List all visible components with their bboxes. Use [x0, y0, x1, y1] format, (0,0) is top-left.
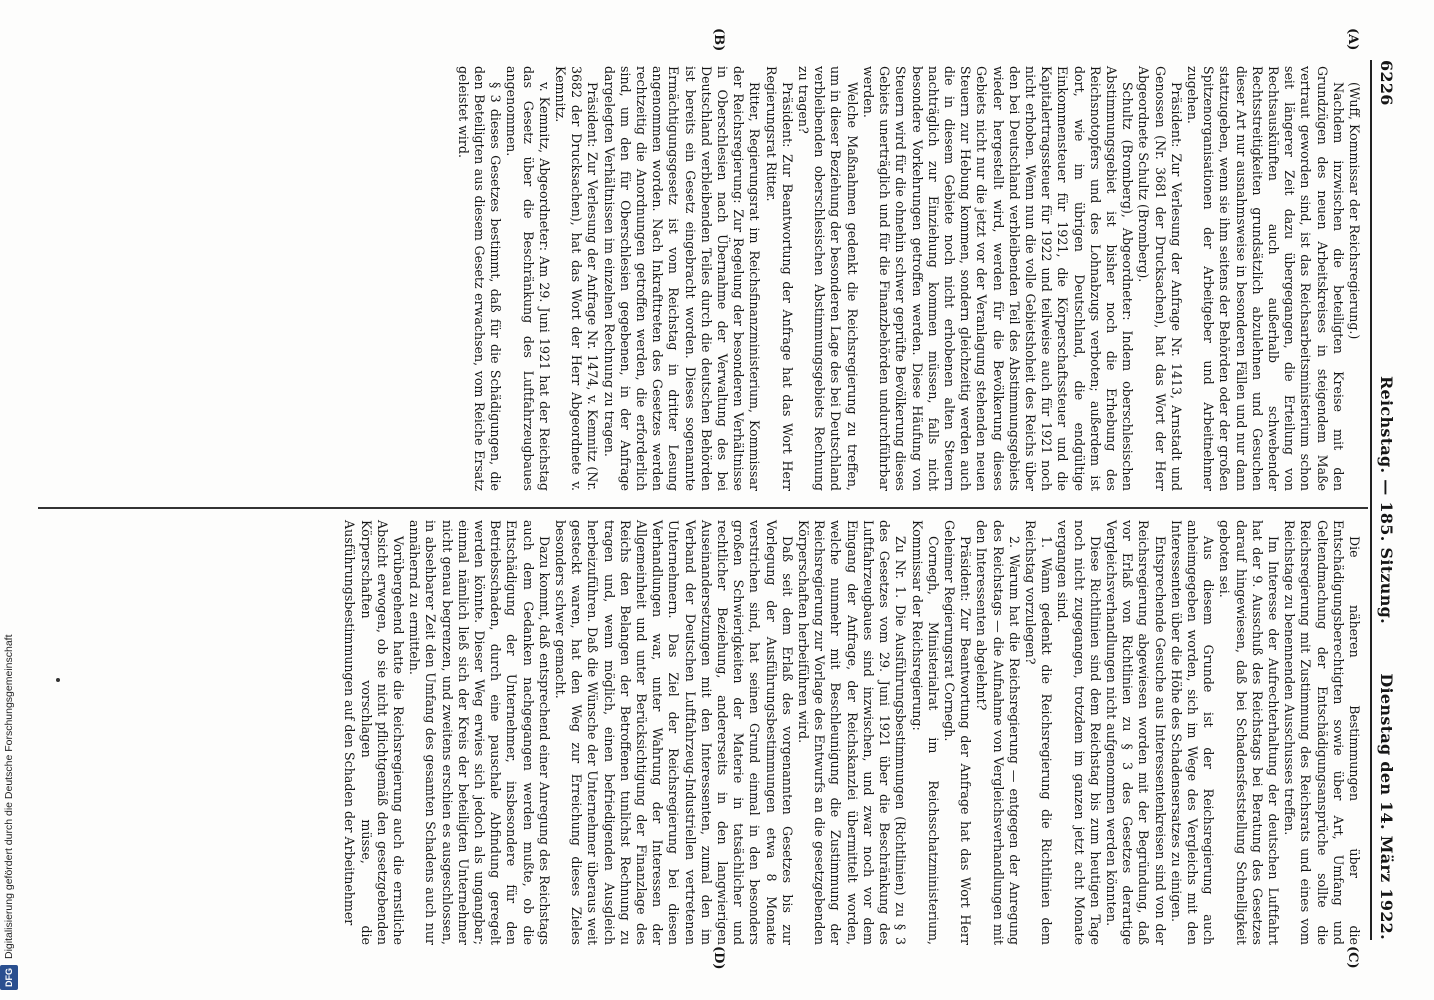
margin-mark-d: (D) [711, 946, 726, 970]
paragraph: Cornegh, Ministerialrat im Reichsschatzministerium, Kommissar der Reichsregierung: [909, 520, 941, 945]
digitization-credit [0, 0, 18, 1000]
paragraph: Präsident: Zur Beantwortung der Anfrage hat das Wort Herr Regierungsrat Ritter. [763, 66, 795, 491]
paragraph: Schultz (Bromberg), Abgeordneter: Indem oberschlesischen Abstimmungsgebiet ist bisher noch die Erhebung des Reichsnotopfers und des Lohnabzugs verboten; außerdem ist dort, wie im übrigen Deutschland, die endgültige Einkommensteuer für 1921, die Körperschaftssteuer und die Kapitalertragssteuer für 1922 und teilweise auch für 1921 noch nicht erhoben. Wenn nun die volle Gebietshoheit des Reichs über den bei Deutschland verbleibenden Teil des Abstimmungsgebiets wieder hergestellt wird, werden für die Bevölkerung dieses Gebiets nicht nur die jetzt vor der Veranlagung stehenden neuen Steuern zur Hebung kommen, sondern gleichzeitig werden auch die in diesem Gebiete noch nicht erhobenen alten Steuern nachträglich zur Einziehung kommen müssen, falls nicht besondere Vorkehrungen getroffen werden. Diese Häufung von Steuern wird für die ohnehin schwer geprüfte Bevölkerung dieses Gebiets unerträglich und für die Finanzbehörden undurchführbar werden. [860, 66, 1136, 491]
session-date: Dienstag den 14. März 1922. [1377, 673, 1396, 940]
column-divider [38, 507, 1368, 509]
paragraph: Daß seit dem Erlaß des vorgenannten Gesetzes bis zur Vorlegung der Ausführungsbestimmungen etwa 8 Monate verstrichen sind, hat seinen Grund einmal in den besonders großen Schwierigkeiten der Materie in tatsächlicher und rechtlicher Beziehung, andererseits in den langwierigen Auseinandersetzungen mit den Interessenten, zumal den im Verband der Deutschen Luftfahrzeug-Industriellen vertretenen Unternehmern. Das Ziel der Reichsregierung bei diesen Verhandlungen war, unter Wahrung der Interessen der Allgemeinheit und unter Berücksichtigung der Finanzlage des Reichs den Belangen der Betroffenen tunlichst Rechnung zu tragen und, wenn möglich, einen befriedigenden Ausgleich herbeizuführen. Daß die Wünsche der Unternehmer überaus weit gesteckt waren, hat den Weg zur Erreichung dieses Zieles besonders schwer gemacht. [553, 520, 795, 945]
paragraph: Präsident: Zur Verlesung der Anfrage Nr. 1474, v. Kemnitz (Nr. 3682 der Drucksachen), hat das Wort der Herr Abgeordnete v. Kemnitz. [553, 66, 601, 491]
page-header [1374, 60, 1396, 940]
paragraph: Zu Nr. 1. Die Ausführungsbestimmungen (Richtlinien) zu § 3 des Gesetzes vom 29. Juni 1921 über die Beschränkung des Luftfahrzeugbaues sind inzwischen, und zwar noch vor dem Eingang der Anfrage, der Reichskanzlei übermittelt worden, welche nunmehr mit Beschleunigung die Zustimmung der Reichsregierung zur Vorlage des Entwurfs an die gesetzgebenden Körperschaften herbeiführen wird. [796, 520, 909, 945]
right-column [341, 520, 1362, 945]
paragraph: Aus diesem Grunde ist der Reichsregierung auch anheimgegeben worden, sich im Wege des Vergleichs mit den Interessenten über die Höhe des Schadensersatzes zu einigen. [1168, 520, 1217, 945]
session-title: Reichstag. — 185. Sitzung. [1377, 375, 1396, 625]
paragraph: Diese Richtlinien sind dem Reichstag bis zum heutigen Tage noch nicht zugegangen, trotzdem im ganzen jetzt acht Monate vergangen sind. [1055, 520, 1103, 945]
paragraph: Die näheren Bestimmungen über die Entschädigungsberechtigten sowie über Art, Umfang und Geltendmachung der Entschädigungsansprüche sollte die Reichsregierung mit Zustimmung des Reichsrats und eines vom Reichstage zu benennenden Ausschusses treffen. [1282, 520, 1362, 945]
margin-mark-c: (C) [1345, 946, 1360, 969]
paragraph: v. Kemnitz, Abgeordneter: Am 29. Juni 1921 hat der Reichstag das Gesetz über die Beschränkung des Luftfahrzeugbaues angenommen. [504, 66, 552, 491]
dfg-logo: DFG [0, 965, 18, 990]
paragraph: 2. Warum hat die Reichsregierung — entgegen der Anregung des Reichstags — die Aufnahme von Vergleichsverhandlungen mit den Interessenten abgelehnt? [974, 520, 1022, 945]
margin-mark-b: (B) [711, 28, 726, 52]
paragraph: Entsprechende Gesuche aus Interessentenkreisen sind von der Reichsregierung abgewiesen worden mit der Begründung, daß vor Erlaß von Richtlinien zu § 3 des Gesetzes derartige Vergleichsverhandlungen nicht aufgenommen werden könnten. [1103, 520, 1168, 945]
speck [56, 678, 60, 682]
paragraph: § 3 dieses Gesetzes bestimmt, daß für die Schädigungen, die den Beteiligten aus diesem Gesetz erwachsen, vom Reiche Ersatz geleistet wird. [455, 66, 504, 491]
paragraph: Vorübergehend hatte die Reichsregierung auch die ernstliche Absicht erwogen, ob sie nicht pflichtgemäß den gesetzgebenden Körperschaften vorschlagen müsse, die Ausführungsbestimmungen auf den Schaden der Arbeitnehmer [342, 520, 407, 945]
credit-text: Digitalisierung gefördert durch die Deutsche Forschungsgemeinschaft [3, 634, 15, 959]
paragraph: Präsident: Zur Beantwortung der Anfrage hat das Wort Herr Geheimer Regierungsrat Cornegh. [941, 520, 974, 945]
paragraph: (Wuff, Kommissar der Reichsregierung.) [1347, 82, 1362, 340]
paragraph: 1. Wann gedenkt die Reichsregierung die Richtlinien dem Reichstag vorzulegen? [1022, 520, 1055, 945]
paragraph: Präsident: Zur Verlesung der Anfrage Nr. 1413, Arnstadt und Genossen (Nr. 3681 der Drucksachen), hat das Wort der Herr Abgeordnete Schultz (Bromberg). [1136, 66, 1184, 491]
page-number: 6226 [1377, 60, 1396, 106]
paragraph: Ritter, Regierungsrat im Reichsfinanzministerium, Kommissar der Reichsregierung: Zur Regelung der besonderen Verhältnisse in Oberschlesien nach Übernahme der Verwaltung des bei Deutschland verbleibenden Teiles durch die deutschen Behörden ist bereits ein Gesetz eingebracht worden. Dieses sogenannte Ermächtigungsgesetz ist vom Reichstag in dritter Lesung angenommen worden. Nach Inkrafttreten des Gesetzes werden rechtzeitig die Anordnungen getroffen werden, die erforderlich sind, um den für Oberschlesien gegebenen, in der Anfrage dargelegten Verhältnissen im einzelnen Rechnung zu tragen. [601, 66, 763, 491]
paragraph: Dazu kommt, daß entsprechend einer Anregung des Reichstags auch dem Gedanken nachgegangen werden mußte, ob die Entschädigung der Unternehmer, insbesondere für den Betriebsschaden, durch eine pauschale Abfindung geregelt werden könnte. Dieser Weg erwies sich jedoch als ungangbar; einmal nämlich ließ sich der Kreis der beteiligten Unternehmer nicht genau begrenzen, und zweitens erschien es ausgeschlossen, in absehbarer Zeit den Umfang des gesamten Schadens auch nur annähernd zu ermitteln. [407, 520, 552, 945]
left-column [455, 66, 1362, 491]
header-rule [1370, 60, 1372, 940]
paragraph: Welche Maßnahmen gedenkt die Reichsregierung zu treffen, um in dieser Beziehung der besonderen Lage des bei Deutschland verbleibenden oberschlesischen Abstimmungsgebiets Rechnung zu tragen? [796, 66, 860, 491]
paragraph: Im Interesse der Aufrechterhaltung der deutschen Luftfahrt hat der 9. Ausschuß des Reichstags bei Beratung des Gesetzes darauf hingewiesen, daß bei Schadensfeststellung Schnelligkeit geboten sei. [1217, 520, 1281, 945]
paragraph: Nachdem inzwischen die beteiligten Kreise mit den Grundzügen des neuen Arbeitskreises in steigendem Maße vertraut geworden sind, ist das Reichsarbeitsministerium schon seit längerer Zeit dazu übergegangen, die Erteilung von Rechtsauskünften auch außerhalb schwebender Rechtsstreitigkeiten grundsätzlich abzulehnen und Gesuchen dieser Art nur ausnahmsweise in besonderen Fällen und nur dann stattzugeben, wenn sie ihm seitens der Behörden oder der großen Spitzenorganisationen der Arbeitgeber und Arbeitnehmer zugehen. [1184, 66, 1346, 491]
margin-mark-a: (A) [1345, 28, 1360, 51]
